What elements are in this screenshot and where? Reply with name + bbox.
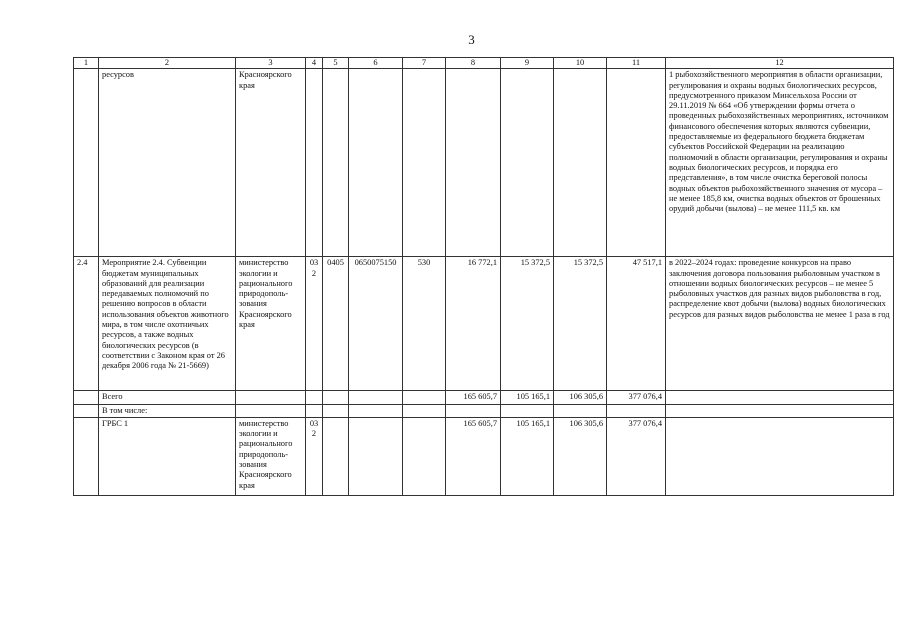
cell-administrator (236, 391, 306, 404)
column-number: 6 (349, 58, 403, 69)
cell-total: 47 517,1 (607, 257, 666, 391)
cell-name: ГРБС 1 (99, 417, 236, 495)
cell-name: ресурсов (99, 69, 236, 257)
cell-year-3: 15 372,5 (554, 257, 607, 391)
cell-year-3 (554, 69, 607, 257)
cell-administrator: Красноярского края (236, 69, 306, 257)
column-number: 9 (501, 58, 554, 69)
cell-grbs (306, 404, 323, 417)
cell-year-2: 15 372,5 (501, 257, 554, 391)
column-number-row (74, 58, 894, 69)
cell-name: Мероприятие 2.4. Субвенции бюджетам муниципальных образований для реализации передаваемых полномочий по решению вопросов в области использования объектов животного мира, в том числе охотничьих ресурсов, а также водных биологических ресурсов (в соответствии с Законом края от 26 декабря 2006 года № 21-5669) (99, 257, 236, 391)
cell-year-3: 106 305,6 (554, 417, 607, 495)
column-number: 10 (554, 58, 607, 69)
cell-year-1: 165 605,7 (446, 417, 501, 495)
cell-year-1: 16 772,1 (446, 257, 501, 391)
cell-administrator (236, 404, 306, 417)
cell-csr (349, 69, 403, 257)
cell-grbs: 032 (306, 417, 323, 495)
cell-index (74, 69, 99, 257)
cell-csr (349, 404, 403, 417)
cell-year-3 (554, 404, 607, 417)
column-number: 2 (99, 58, 236, 69)
cell-vr (403, 404, 446, 417)
cell-rzpr (323, 391, 349, 404)
cell-csr (349, 417, 403, 495)
cell-rzpr (323, 69, 349, 257)
cell-result: в 2022–2024 годах: проведение конкурсов на право заключения договора пользования рыболовным участком в отношении водных биологических ресурсов – не менее 5 рыболовных участков для разных видов рыболовства в год, распределение квот добычи (вылова) водных биологических ресурсов для разных видов рыболовства не менее 1 раза в год (666, 257, 894, 391)
table-row-including (74, 404, 894, 417)
cell-year-2 (501, 69, 554, 257)
program-table (73, 57, 894, 496)
cell-result (666, 417, 894, 495)
column-number: 11 (607, 58, 666, 69)
cell-total (607, 404, 666, 417)
page-number: 3 (468, 32, 475, 47)
cell-year-2: 105 165,1 (501, 391, 554, 404)
column-number: 1 (74, 58, 99, 69)
table-row-measure-2-4 (74, 257, 894, 391)
cell-vr: 530 (403, 257, 446, 391)
column-number: 3 (236, 58, 306, 69)
column-number: 7 (403, 58, 446, 69)
cell-result (666, 391, 894, 404)
cell-vr (403, 69, 446, 257)
cell-year-1 (446, 69, 501, 257)
cell-grbs: 032 (306, 257, 323, 391)
cell-name: В том числе: (99, 404, 236, 417)
cell-rzpr (323, 417, 349, 495)
table-row-total (74, 391, 894, 404)
table-row-grbs-1 (74, 417, 894, 495)
cell-vr (403, 417, 446, 495)
cell-index (74, 391, 99, 404)
cell-grbs (306, 391, 323, 404)
cell-csr: 0650075150 (349, 257, 403, 391)
cell-result: 1 рыбохозяйственного мероприятия в области организации, регулирования и охраны водных биологических ресурсов, предусмотренного приказом Минсельхоза России от 29.11.2019 № 664 «Об утверждении формы отчета о проведенных рыбохозяйственных мероприятиях, источником финансового обеспечения которых являются субвенции, предоставляемые из федерального бюджета бюджетам субъектов Российской Федерации на реализацию полномочий в области организации, регулирования и охраны водных биологических ресурсов, и порядка его представления», в том числе очистка береговой полосы водных объектов рыбохозяйственного значения от мусора – не менее 185,8 км, очистка водных объектов от брошенных орудий добычи (вылова) – не менее 111,5 кв. км (666, 69, 894, 257)
cell-year-1 (446, 404, 501, 417)
cell-year-1: 165 605,7 (446, 391, 501, 404)
cell-name: Всего (99, 391, 236, 404)
cell-administrator: министерство экологии и рационального природополь- зования Красноярского края (236, 417, 306, 495)
cell-total: 377 076,4 (607, 391, 666, 404)
column-number: 5 (323, 58, 349, 69)
cell-csr (349, 391, 403, 404)
column-number: 8 (446, 58, 501, 69)
cell-rzpr: 0405 (323, 257, 349, 391)
cell-index: 2.4 (74, 257, 99, 391)
cell-year-2 (501, 404, 554, 417)
cell-grbs (306, 69, 323, 257)
table-row-continuation (74, 69, 894, 257)
column-number: 12 (666, 58, 894, 69)
cell-year-3: 106 305,6 (554, 391, 607, 404)
cell-rzpr (323, 404, 349, 417)
cell-administrator: министерство экологии и рационального природополь- зования Красноярского края (236, 257, 306, 391)
cell-total (607, 69, 666, 257)
cell-index (74, 417, 99, 495)
cell-total: 377 076,4 (607, 417, 666, 495)
cell-index (74, 404, 99, 417)
column-number: 4 (306, 58, 323, 69)
cell-vr (403, 391, 446, 404)
cell-result (666, 404, 894, 417)
cell-year-2: 105 165,1 (501, 417, 554, 495)
